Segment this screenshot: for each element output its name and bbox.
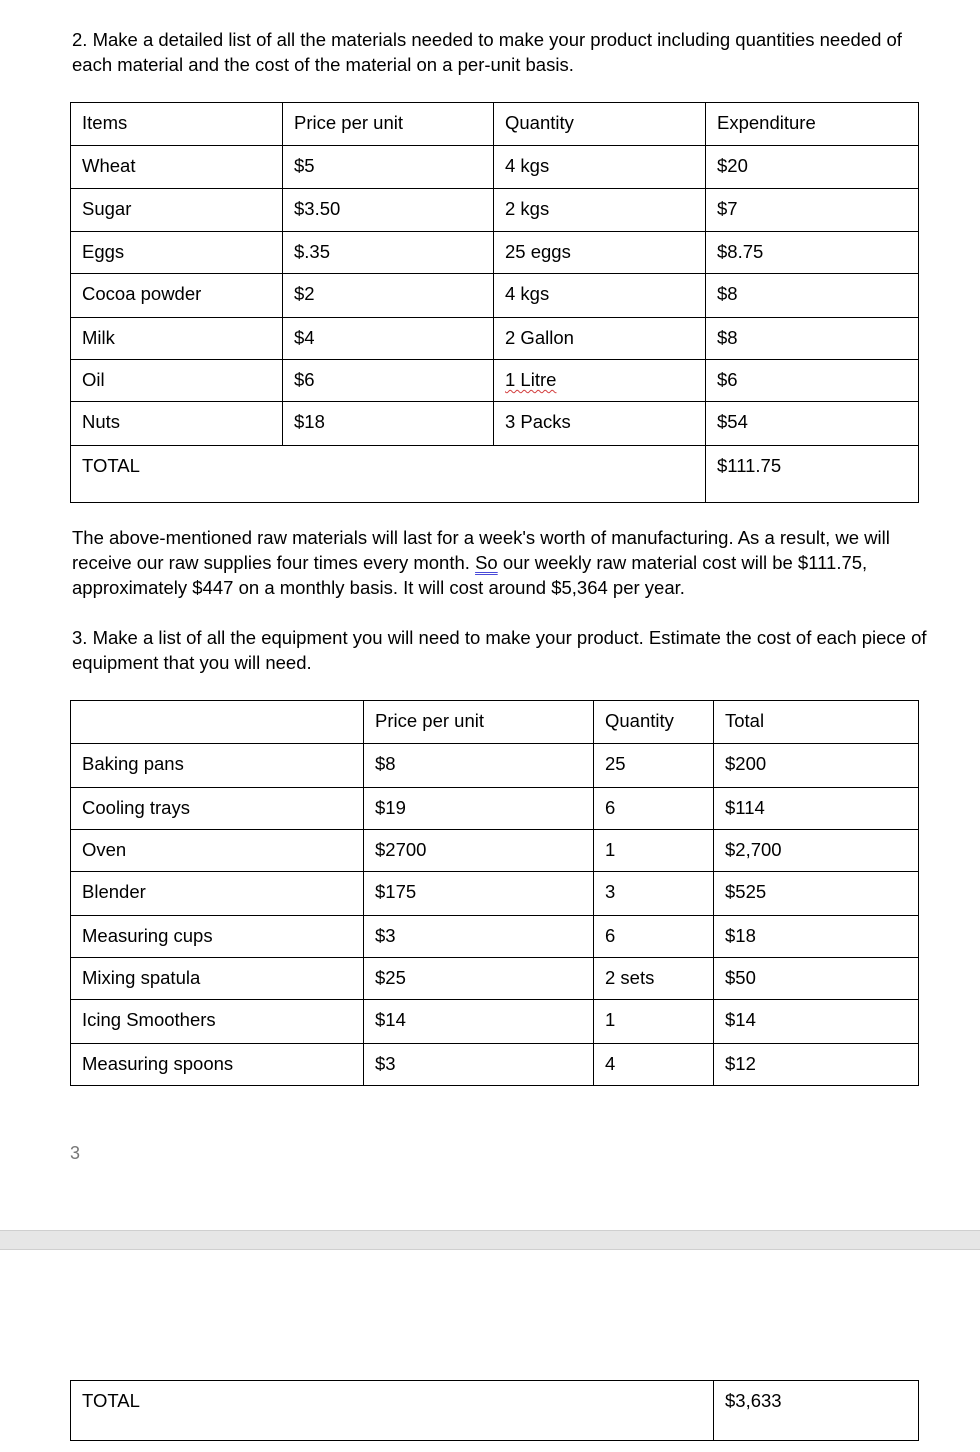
equipment-name: Blender (71, 872, 364, 916)
equipment-name: Measuring cups (71, 916, 364, 958)
equipment-total: $525 (714, 872, 919, 916)
material-quantity (494, 360, 706, 402)
spellcheck-flagged-word[interactable]: 1 Litre (505, 369, 557, 390)
material-expenditure: $20 (706, 146, 919, 189)
equipment-total-value: $3,633 (714, 1381, 919, 1441)
equipment-total: $200 (714, 744, 919, 788)
equipment-price: $2700 (364, 830, 594, 872)
equipment-quantity: 4 (594, 1044, 714, 1086)
material-quantity: 3 Packs (494, 402, 706, 446)
table-row (71, 788, 919, 830)
equipment-total: $114 (714, 788, 919, 830)
equipment-quantity: 1 (594, 830, 714, 872)
materials-total-row (71, 446, 919, 503)
equipment-quantity: 3 (594, 872, 714, 916)
equipment-quantity: 6 (594, 788, 714, 830)
material-name: Eggs (71, 232, 283, 274)
material-quantity: 4 kgs (494, 146, 706, 189)
table-row (71, 402, 919, 446)
material-price: $.35 (283, 232, 494, 274)
equipment-quantity: 1 (594, 1000, 714, 1044)
equipment-price: $3 (364, 916, 594, 958)
materials-header-price: Price per unit (283, 103, 494, 146)
material-name: Milk (71, 318, 283, 360)
section2-question: 2. Make a detailed list of all the materials needed to make your product including quantities needed of each material and the cost of the material on a per-unit basis. (72, 29, 902, 75)
equipment-total: $2,700 (714, 830, 919, 872)
table-row (71, 146, 919, 189)
materials-total-value: $111.75 (706, 446, 919, 503)
equipment-name: Cooling trays (71, 788, 364, 830)
equipment-header-row (71, 701, 919, 744)
equipment-table (70, 700, 919, 1086)
equipment-price: $3 (364, 1044, 594, 1086)
equipment-name: Baking pans (71, 744, 364, 788)
grammar-flagged-word[interactable]: So (475, 552, 498, 573)
equipment-quantity: 25 (594, 744, 714, 788)
table-row (71, 872, 919, 916)
equipment-header-price: Price per unit (364, 701, 594, 744)
equipment-name: Icing Smoothers (71, 1000, 364, 1044)
material-price: $6 (283, 360, 494, 402)
materials-header-row (71, 103, 919, 146)
equipment-quantity: 6 (594, 916, 714, 958)
material-name: Wheat (71, 146, 283, 189)
table-row (71, 189, 919, 232)
equipment-price: $19 (364, 788, 594, 830)
equipment-price: $8 (364, 744, 594, 788)
equipment-total-table (70, 1380, 919, 1441)
table-row (71, 360, 919, 402)
equipment-name: Oven (71, 830, 364, 872)
equipment-total-row (71, 1381, 919, 1441)
materials-header-items: Items (71, 103, 283, 146)
material-name: Oil (71, 360, 283, 402)
paragraph-text-after: our weekly raw material cost will be $111.75, approximately $447 on a monthly basis. It will cost around $5,364 per year. (72, 552, 868, 598)
equipment-header-total: Total (714, 701, 919, 744)
table-row (71, 1044, 919, 1086)
table-row (71, 958, 919, 1000)
equipment-header-item (71, 701, 364, 744)
page-break-divider (0, 1230, 980, 1250)
material-quantity: 2 kgs (494, 189, 706, 232)
materials-table (70, 102, 919, 503)
table-row (71, 744, 919, 788)
material-name: Cocoa powder (71, 274, 283, 318)
material-expenditure: $8 (706, 274, 919, 318)
equipment-price: $14 (364, 1000, 594, 1044)
equipment-header-quantity: Quantity (594, 701, 714, 744)
material-expenditure: $7 (706, 189, 919, 232)
equipment-total: $14 (714, 1000, 919, 1044)
equipment-price: $25 (364, 958, 594, 1000)
equipment-total: $18 (714, 916, 919, 958)
material-price: $2 (283, 274, 494, 318)
section3-question: 3. Make a list of all the equipment you will need to make your product. Estimate the cost of each piece of equipment that you will need. (72, 627, 927, 673)
cost-summary-paragraph (72, 525, 932, 600)
material-expenditure: $6 (706, 360, 919, 402)
equipment-price: $175 (364, 872, 594, 916)
material-quantity: 25 eggs (494, 232, 706, 274)
material-price: $18 (283, 402, 494, 446)
material-expenditure: $8 (706, 318, 919, 360)
table-row (71, 318, 919, 360)
equipment-quantity: 2 sets (594, 958, 714, 1000)
material-price: $3.50 (283, 189, 494, 232)
material-price: $4 (283, 318, 494, 360)
table-row (71, 232, 919, 274)
equipment-name: Mixing spatula (71, 958, 364, 1000)
table-row (71, 916, 919, 958)
table-row (71, 1000, 919, 1044)
material-price: $5 (283, 146, 494, 189)
material-quantity: 4 kgs (494, 274, 706, 318)
material-name: Nuts (71, 402, 283, 446)
material-name: Sugar (71, 189, 283, 232)
material-expenditure: $54 (706, 402, 919, 446)
table-row (71, 830, 919, 872)
table-row (71, 274, 919, 318)
materials-header-quantity: Quantity (494, 103, 706, 146)
equipment-total-label: TOTAL (71, 1381, 714, 1441)
material-quantity: 2 Gallon (494, 318, 706, 360)
equipment-total: $12 (714, 1044, 919, 1086)
materials-total-label: TOTAL (71, 446, 706, 503)
equipment-name: Measuring spoons (71, 1044, 364, 1086)
materials-header-expenditure: Expenditure (706, 103, 919, 146)
equipment-total: $50 (714, 958, 919, 1000)
paragraph-text-before: The above-mentioned raw materials will last for a week's worth of manufacturing. As a result, we will receive our raw supplies four times every month. (72, 527, 890, 573)
material-expenditure: $8.75 (706, 232, 919, 274)
page-number: 3 (70, 1143, 81, 1163)
